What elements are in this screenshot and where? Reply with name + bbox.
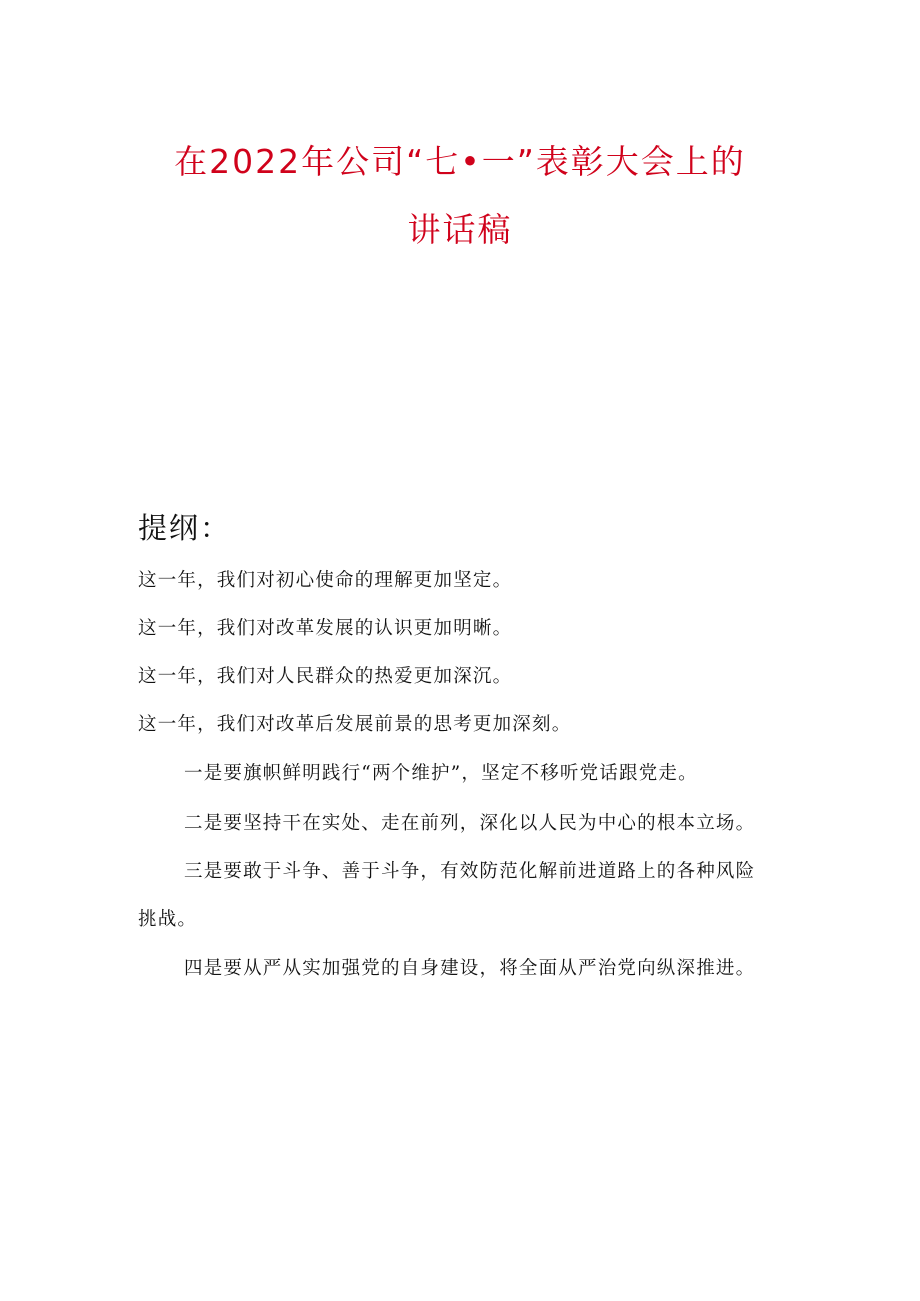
point-4: 四是要从严从实加强党的自身建设，将全面从严治党向纵深推进。: [184, 958, 756, 979]
summary-line-1: 这一年，我们对初心使命的理解更加坚定。: [138, 570, 513, 591]
point-3-continuation: 挑战。: [138, 909, 198, 930]
summary-line-2: 这一年，我们对改革发展的认识更加明晰。: [138, 618, 513, 639]
point-2: 二是要坚持干在实处、走在前列，深化以人民为中心的根本立场。: [184, 813, 756, 834]
outline-heading: 提纲：: [138, 511, 232, 545]
summary-line-4: 这一年，我们对改革后发展前景的思考更加深刻。: [138, 714, 572, 735]
document-title-line-1: 在2022年公司“七•一”表彰大会上的: [174, 142, 746, 181]
point-3: 三是要敢于斗争、善于斗争，有效防范化解前进道路上的各种风险: [184, 861, 756, 882]
point-1: 一是要旗帜鲜明践行“两个维护”，坚定不移听党话跟党走。: [184, 763, 698, 784]
summary-line-3: 这一年，我们对人民群众的热爱更加深沉。: [138, 666, 513, 687]
document-title-line-2: 讲话稿: [407, 210, 513, 249]
